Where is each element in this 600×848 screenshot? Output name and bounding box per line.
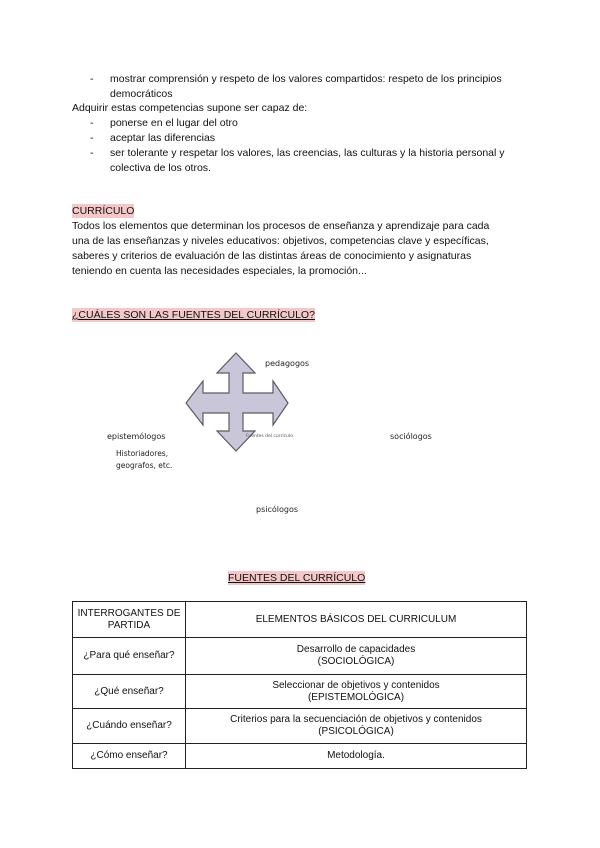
bullet-text: ponerse en el lugar del otro <box>110 117 238 129</box>
answer-text: Seleccionar de objetivos y contenidos <box>272 679 440 691</box>
answer-cell <box>186 709 527 744</box>
bullet-dash: - <box>90 73 94 85</box>
bullet-text: mostrar comprensión y respeto de los valores compartidos: respeto de los principios <box>110 73 502 85</box>
curriculo-definition <box>72 219 528 279</box>
answer-text: Desarrollo de capacidades <box>296 644 416 655</box>
answer-cell <box>186 638 527 675</box>
fuentes-table <box>72 601 527 769</box>
table-header-row <box>73 602 527 638</box>
bullet-text: ser tolerante y respetar los valores, las creencias, las culturas y la historia personal y <box>110 147 505 159</box>
bullet-text: aceptar las diferencias <box>110 132 216 144</box>
table-title: FUENTES DEL CURRÍCULO <box>228 572 366 584</box>
bullet-text-cont: democráticos <box>110 88 173 100</box>
diagram-bottom-label: psicólogos <box>256 505 299 514</box>
answer-cell <box>186 744 527 769</box>
header-interrogantes: INTERROGANTES DE PARTIDA <box>73 602 186 638</box>
question-cell: ¿Cómo enseñar? <box>73 744 186 769</box>
definition-line: saberes y criterios de evaluación de las distintas áreas de conocimiento y asignaturas <box>72 250 472 262</box>
definition-line: una de las enseñanzas y niveles educativos: objetivos, competencias clave y específicas, <box>72 235 489 247</box>
question-cell: ¿Para qué enseñar? <box>73 638 186 675</box>
diagram-center-label: Fuentes del currículo <box>246 434 293 439</box>
diagram-left-sub2: geografos, etc. <box>116 461 173 470</box>
bullet-dash: - <box>90 117 94 129</box>
header-elementos: ELEMENTOS BÁSICOS DEL CURRICULUM <box>186 602 527 638</box>
bullet-dash: - <box>90 147 94 159</box>
fuentes-question-heading: ¿CUÁLES SON LAS FUENTES DEL CURRÍCULO? <box>72 309 315 321</box>
bullet-dash: - <box>90 132 94 144</box>
definition-line: Todos los elementos que determinan los procesos de enseñanza y aprendizaje para cada <box>72 220 490 232</box>
diagram-right-label: sociólogos <box>390 432 432 441</box>
diagram-left-label: epistemólogos <box>107 432 166 441</box>
table-row <box>73 709 527 744</box>
bullet-text-cont: colectiva de los otros. <box>110 162 211 174</box>
diagram-left-sub1: Historiadores, <box>116 449 169 458</box>
answer-source: (SOCIOLÓGICA) <box>317 656 395 667</box>
table-row <box>73 675 527 709</box>
diagram-top-label: pedagogos <box>265 359 310 368</box>
answer-cell <box>186 675 527 709</box>
definition-line: teniendo en cuenta las necesidades especiales, la promoción... <box>72 265 367 277</box>
question-cell: ¿Qué enseñar? <box>73 675 186 709</box>
answer-text: Metodología. <box>327 750 385 761</box>
answer-text: Criterios para la secuenciación de objetivos y contenidos <box>230 714 482 725</box>
answer-source: (PSICOLÓGICA) <box>318 726 394 737</box>
fuentes-diagram <box>73 324 445 538</box>
question-cell: ¿Cuándo enseñar? <box>73 709 186 744</box>
competence-intro: Adquirir estas competencias supone ser capaz de: <box>72 102 308 114</box>
table-row <box>73 744 527 769</box>
table-row <box>73 638 527 675</box>
curriculo-heading: CURRÍCULO <box>72 205 135 217</box>
answer-source: (EPISTEMOLÓGICA) <box>307 691 405 703</box>
